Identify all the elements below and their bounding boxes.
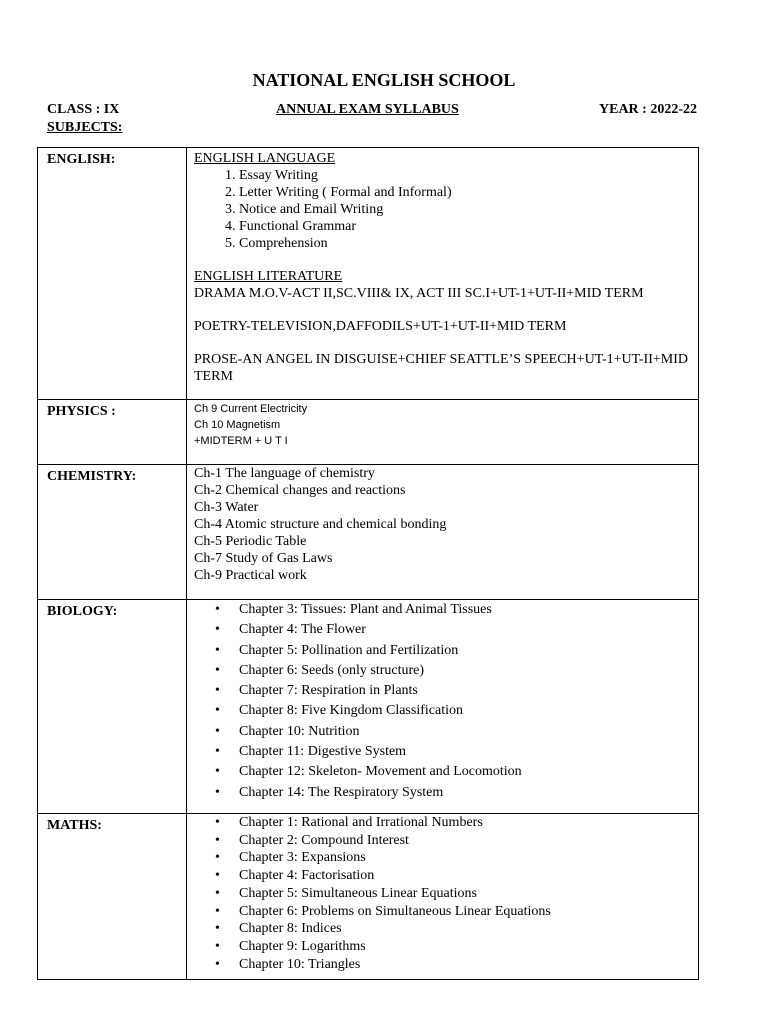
list-item: • Chapter 10: Triangles bbox=[239, 956, 698, 974]
chemistry-content bbox=[187, 465, 699, 600]
row-maths bbox=[38, 814, 699, 980]
english-content bbox=[187, 148, 699, 400]
list-item: • Chapter 3: Expansions bbox=[239, 849, 698, 867]
subjects-label: SUBJECTS: bbox=[47, 120, 123, 135]
list-item: • Chapter 14: The Respiratory System bbox=[239, 783, 698, 803]
subject-english: ENGLISH: bbox=[38, 148, 187, 400]
year-label: YEAR : 2022-22 bbox=[599, 102, 697, 117]
row-biology bbox=[38, 600, 699, 814]
english-language-heading: ENGLISH LANGUAGE bbox=[194, 151, 336, 166]
list-item: 1. Essay Writing bbox=[239, 167, 698, 184]
list-item: • Chapter 10: Nutrition bbox=[239, 722, 698, 742]
list-item: • Chapter 3: Tissues: Plant and Animal Tissues bbox=[239, 600, 698, 620]
list-item: +MIDTERM + U T I bbox=[194, 435, 288, 447]
exam-title: ANNUAL EXAM SYLLABUS bbox=[276, 102, 459, 117]
list-item: • Chapter 12: Skeleton- Movement and Locomotion bbox=[239, 762, 698, 782]
list-item: Ch 9 Current Electricity bbox=[194, 403, 308, 415]
list-item: • Chapter 5: Simultaneous Linear Equations bbox=[239, 885, 698, 903]
row-physics bbox=[38, 400, 699, 465]
list-item: Ch 10 Magnetism bbox=[194, 419, 281, 431]
syllabus-table bbox=[37, 147, 699, 980]
biology-content bbox=[187, 600, 699, 814]
list-item: Ch-4 Atomic structure and chemical bonding bbox=[194, 517, 447, 532]
english-literature-heading: ENGLISH LITERATURE bbox=[194, 269, 343, 284]
list-item: Ch-7 Study of Gas Laws bbox=[194, 551, 333, 566]
list-item: • Chapter 6: Problems on Simultaneous Linear Equations bbox=[239, 903, 698, 921]
poetry-line: POETRY-TELEVISION,DAFFODILS+UT-1+UT-II+MID TERM bbox=[194, 319, 567, 334]
list-item: 4. Functional Grammar bbox=[239, 218, 698, 235]
list-item: • Chapter 8: Indices bbox=[239, 920, 698, 938]
list-item: Ch-5 Periodic Table bbox=[194, 534, 307, 549]
row-english bbox=[38, 148, 699, 400]
list-item: Ch-1 The language of chemistry bbox=[194, 466, 375, 481]
maths-list bbox=[194, 814, 698, 973]
list-item: 3. Notice and Email Writing bbox=[239, 201, 698, 218]
list-item: • Chapter 8: Five Kingdom Classification bbox=[239, 701, 698, 721]
row-chemistry bbox=[38, 465, 699, 600]
physics-content bbox=[187, 400, 699, 465]
list-item: 5. Comprehension bbox=[239, 235, 698, 252]
drama-line: DRAMA M.O.V-ACT II,SC.VIII& IX, ACT III SC.I+UT-1+UT-II+MID TERM bbox=[194, 286, 644, 301]
list-item: • Chapter 5: Pollination and Fertilization bbox=[239, 641, 698, 661]
list-item: 2. Letter Writing ( Formal and Informal) bbox=[239, 184, 698, 201]
list-item: • Chapter 4: Factorisation bbox=[239, 867, 698, 885]
subject-chemistry: CHEMISTRY: bbox=[38, 465, 187, 600]
school-title: NATIONAL ENGLISH SCHOOL bbox=[252, 70, 516, 90]
prose-line: PROSE-AN ANGEL IN DISGUISE+CHIEF SEATTLE’S SPEECH+UT-1+UT-II+MID TERM bbox=[194, 352, 688, 384]
list-item: • Chapter 4: The Flower bbox=[239, 620, 698, 640]
subject-maths: MATHS: bbox=[38, 814, 187, 980]
list-item: • Chapter 7: Respiration in Plants bbox=[239, 681, 698, 701]
english-language-list bbox=[194, 167, 698, 252]
biology-list bbox=[194, 600, 698, 803]
list-item: • Chapter 9: Logarithms bbox=[239, 938, 698, 956]
subject-physics: PHYSICS : bbox=[38, 400, 187, 465]
class-label: CLASS : IX bbox=[47, 102, 120, 117]
list-item: • Chapter 6: Seeds (only structure) bbox=[239, 661, 698, 681]
list-item: Ch-9 Practical work bbox=[194, 568, 307, 583]
list-item: Ch-2 Chemical changes and reactions bbox=[194, 483, 406, 498]
list-item: • Chapter 2: Compound Interest bbox=[239, 832, 698, 850]
subject-biology: BIOLOGY: bbox=[38, 600, 187, 814]
list-item: • Chapter 11: Digestive System bbox=[239, 742, 698, 762]
list-item: Ch-3 Water bbox=[194, 500, 259, 515]
list-item: • Chapter 1: Rational and Irrational Numbers bbox=[239, 814, 698, 832]
maths-content bbox=[187, 814, 699, 980]
